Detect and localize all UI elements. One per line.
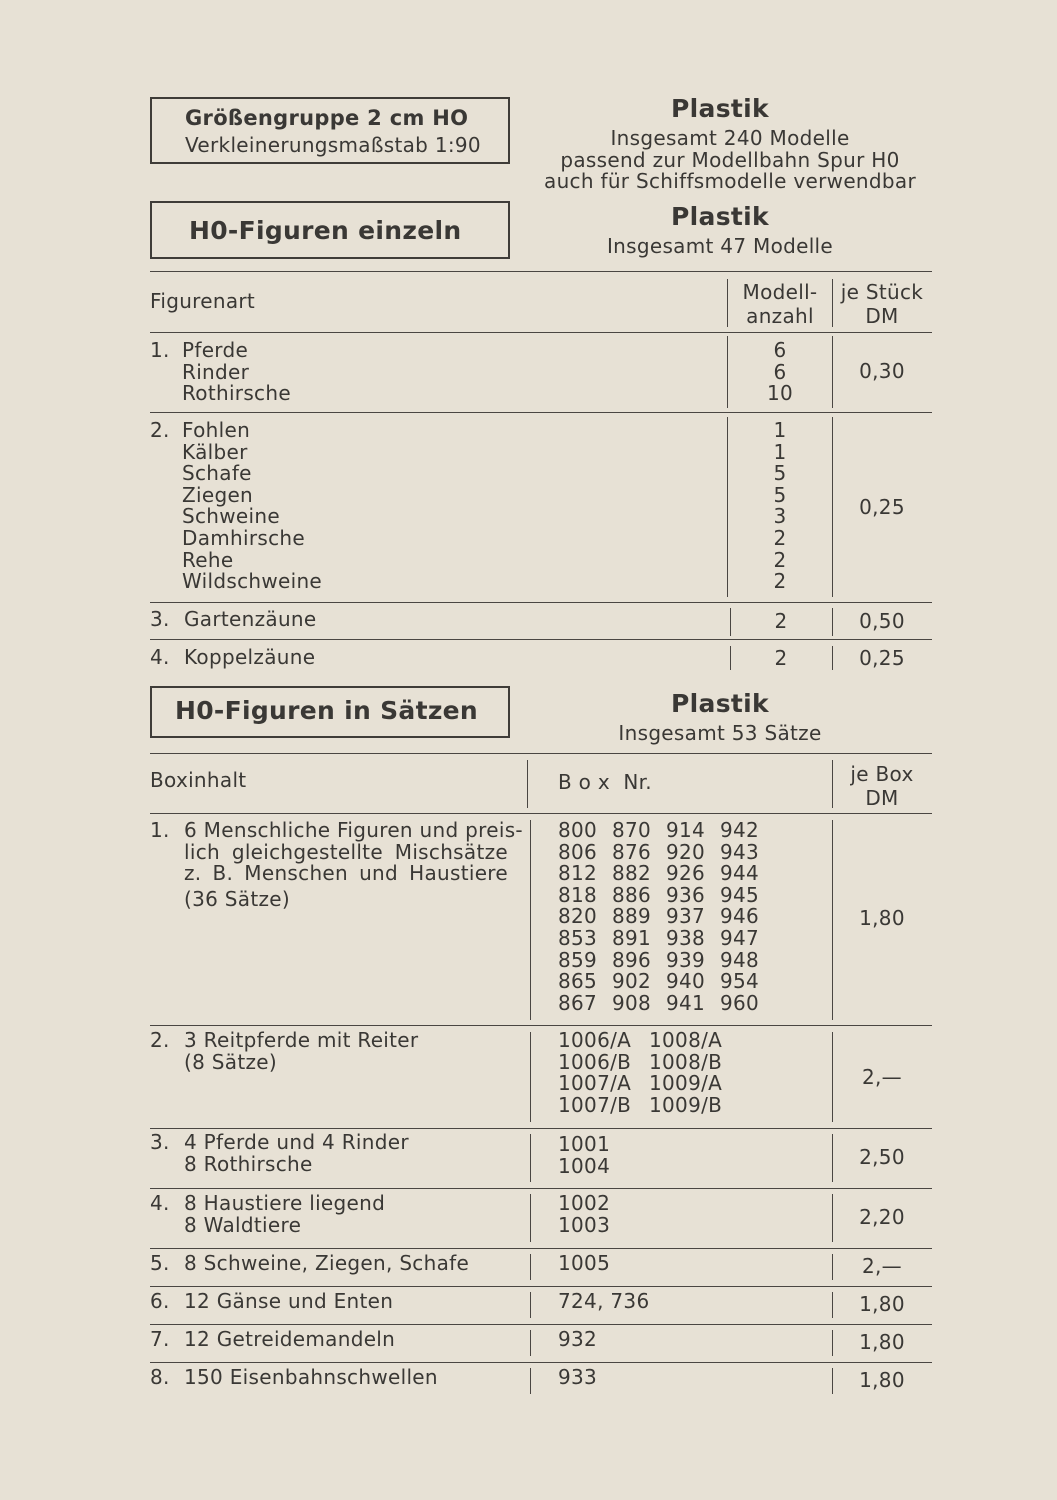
plastik-heading-3: Plastik bbox=[671, 689, 769, 718]
row-description: 4 Pferde und 4 Rinder 8 Rothirsche bbox=[184, 1130, 409, 1176]
count-header: Modell- anzahl bbox=[742, 280, 818, 328]
group-price: 0,25 bbox=[859, 646, 905, 670]
group-number: 4. bbox=[150, 645, 170, 669]
box-number: 724, 736 bbox=[558, 1289, 650, 1313]
box-number-column: 1001 1004 bbox=[558, 1132, 611, 1178]
group-count: 2 bbox=[774, 646, 788, 670]
figures-single-title: H0-Figuren einzeln bbox=[189, 216, 462, 245]
box-nr-header: B o x Nr. bbox=[558, 770, 652, 794]
row-number: 8. bbox=[150, 1365, 170, 1389]
row-number: 4. bbox=[150, 1191, 170, 1215]
row-price: 2,20 bbox=[859, 1205, 905, 1229]
row-price: 2,— bbox=[862, 1065, 902, 1089]
row-description: 3 Reitpferde mit Reiter (8 Sätze) bbox=[184, 1028, 419, 1074]
row-number: 7. bbox=[150, 1327, 170, 1351]
plastik-count-3: Insgesamt 53 Sätze bbox=[618, 721, 822, 745]
group-price: 0,30 bbox=[859, 359, 905, 383]
plastik-description-1: Insgesamt 240 Modelle passend zur Modellbahn Spur H0 auch für Schiffsmodelle verwendbar bbox=[544, 126, 916, 194]
plastik-count-2: Insgesamt 47 Modelle bbox=[606, 234, 834, 258]
price-box-header: je Box DM bbox=[850, 762, 914, 810]
group-counts: 6 6 10 bbox=[766, 338, 794, 406]
box-number-column: 942 943 944 945 946 947 948 954 960 bbox=[720, 818, 760, 1015]
row-description: 8 Haustiere liegend 8 Waldtiere bbox=[184, 1191, 386, 1237]
box-number-column: 1002 1003 bbox=[558, 1191, 611, 1237]
group-counts: 1 1 5 5 3 2 2 2 bbox=[773, 418, 787, 594]
row-price: 1,80 bbox=[859, 1292, 905, 1316]
box-number-column: 800 806 812 818 820 853 859 865 867 bbox=[558, 818, 598, 1015]
group-price: 0,50 bbox=[859, 609, 905, 633]
row-price: 2,50 bbox=[859, 1145, 905, 1169]
group-item: Gartenzäune bbox=[184, 607, 317, 631]
row-number: 3. bbox=[150, 1130, 170, 1154]
box-number: 932 bbox=[558, 1327, 598, 1351]
row-price: 1,80 bbox=[859, 906, 905, 930]
plastik-heading-1: Plastik bbox=[671, 94, 769, 123]
row-number: 5. bbox=[150, 1251, 170, 1275]
row-price: 1,80 bbox=[859, 1368, 905, 1392]
row-description: 150 Eisenbahnschwellen bbox=[184, 1365, 438, 1389]
row-description: 8 Schweine, Ziegen, Schafe bbox=[184, 1251, 470, 1275]
row-description: 6 Menschliche Figuren und preis- lich gleichgestellte Mischsätze z. B. Menschen und Haustiere (36 Sätze) bbox=[184, 818, 523, 911]
size-group-title: Größengruppe 2 cm HO bbox=[185, 106, 469, 130]
figures-sets-title: H0-Figuren in Sätzen bbox=[175, 696, 479, 725]
figurenart-header: Figurenart bbox=[150, 289, 256, 313]
row-number: 2. bbox=[150, 1028, 170, 1052]
group-items: Fohlen Kälber Schafe Ziegen Schweine Damhirsche Rehe Wildschweine bbox=[182, 418, 323, 594]
price-each-header: je Stück DM bbox=[840, 280, 924, 328]
box-number-column: 870 876 882 886 889 891 896 902 908 bbox=[612, 818, 652, 1015]
group-number: 3. bbox=[150, 607, 170, 631]
box-number-column: 1008/A 1008/B 1009/A 1009/B bbox=[649, 1028, 723, 1117]
row-description: 12 Getreidemandeln bbox=[184, 1327, 396, 1351]
group-item: Koppelzäune bbox=[184, 645, 316, 669]
row-price: 1,80 bbox=[859, 1330, 905, 1354]
row-number: 6. bbox=[150, 1289, 170, 1313]
box-number-column: 1006/A 1006/B 1007/A 1007/B bbox=[558, 1028, 632, 1117]
box-number: 1005 bbox=[558, 1251, 611, 1275]
group-items: Pferde Rinder Rothirsche bbox=[182, 338, 291, 406]
group-count: 2 bbox=[774, 609, 788, 633]
scale-label: Verkleinerungsmaßstab 1:90 bbox=[185, 133, 481, 157]
plastik-heading-2: Plastik bbox=[671, 202, 769, 231]
group-number: 2. bbox=[150, 418, 170, 442]
group-number: 1. bbox=[150, 338, 170, 362]
box-number: 933 bbox=[558, 1365, 598, 1389]
boxinhalt-header: Boxinhalt bbox=[150, 768, 247, 792]
box-number-column: 914 920 926 936 937 938 939 940 941 bbox=[666, 818, 706, 1015]
row-number: 1. bbox=[150, 818, 170, 842]
row-price: 2,— bbox=[862, 1254, 902, 1278]
group-price: 0,25 bbox=[859, 495, 905, 519]
row-description: 12 Gänse und Enten bbox=[184, 1289, 394, 1313]
